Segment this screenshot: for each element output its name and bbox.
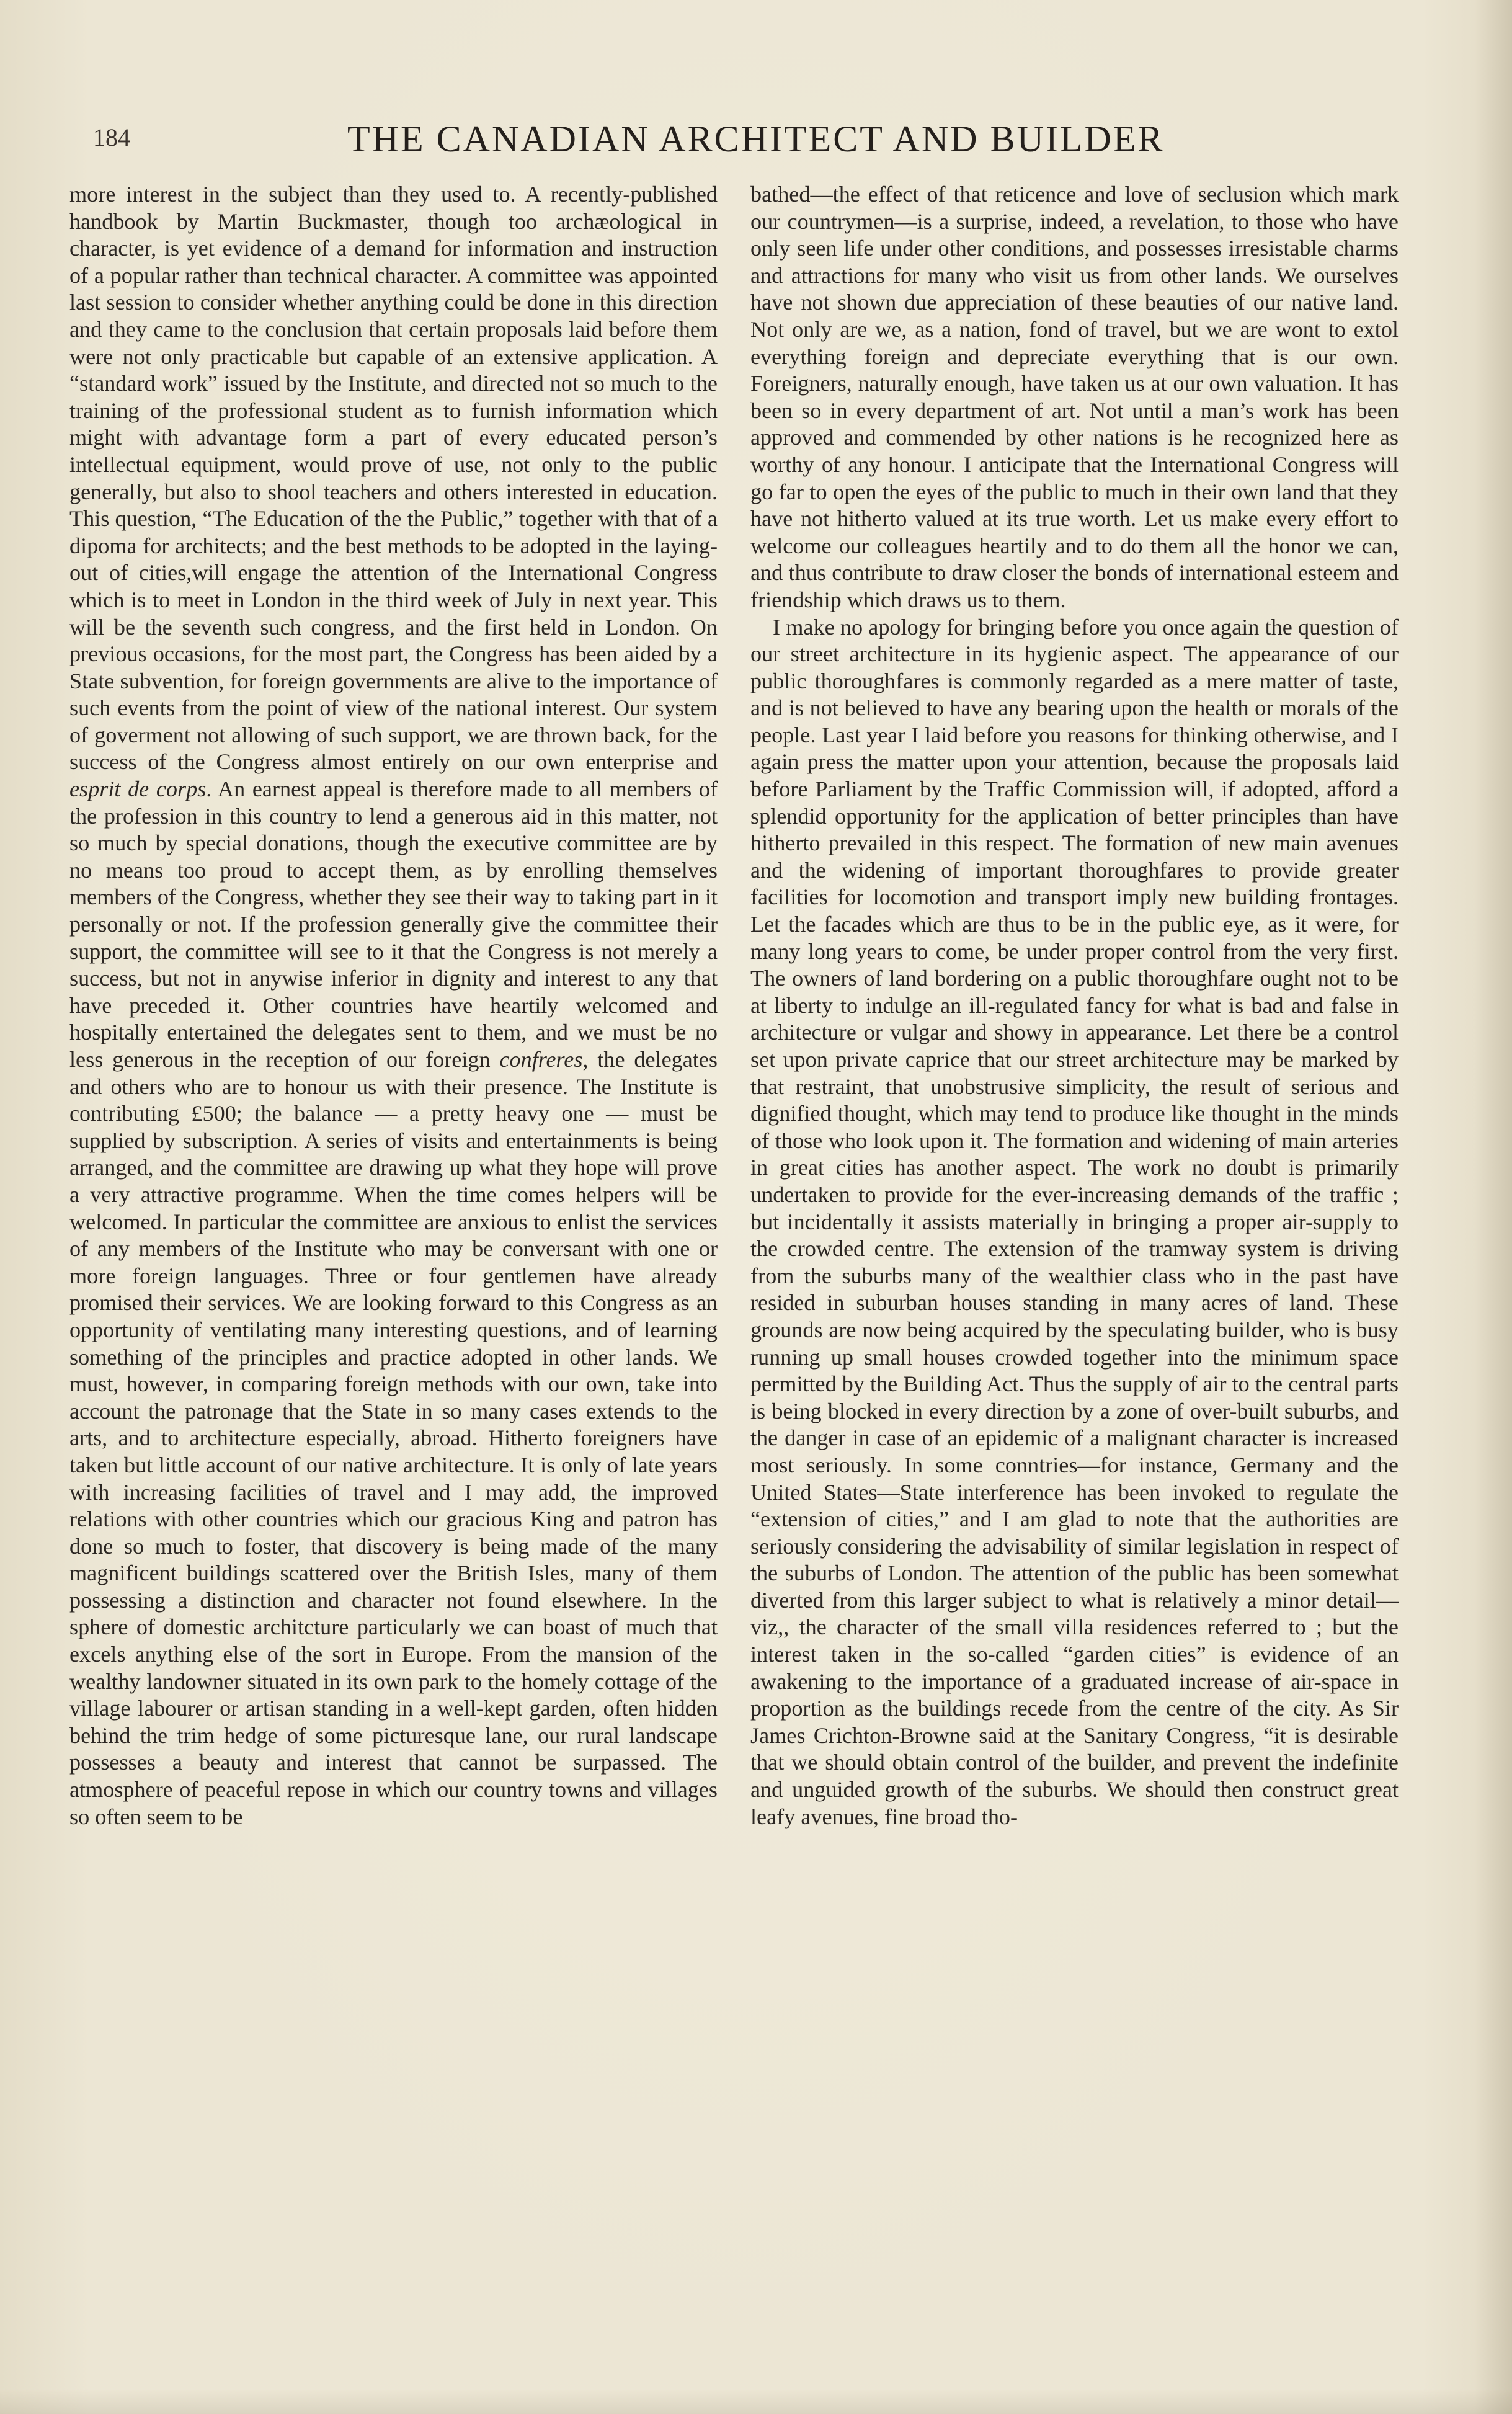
page-number: 184 bbox=[93, 123, 130, 151]
left-text-segment: , the delegates and others who are to honour us with their presence. The Institute is contributing £500; the balance — a pretty heavy one — must be supplied by subscription. A series of visits and entertainments is being arranged, and the committee are drawing up what they hope will prove a very attractive programme. When the time comes helpers will be welcomed. In particular the committee are anxious to enlist the services of any members of the Institute who may be conversant with one or more foreign languages. Three or four gentlemen have already promised their services. We are looking forward to this Congress as an opportunity of ventilating many interesting questions, and of learning something of the principles and practice adopted in other lands. We must, however, in comparing foreign methods with our own, take into account the patronage that the State in so many cases extends to the arts, and to architecture especially, abroad. Hitherto foreigners have taken but little account of our native architecture. It is only of late years with increasing facilities of travel and I may add, the improved relations with other countries which our gracious King and patron has done so much to foster, that discovery is being made of the many magnificent buildings scattered over the British Isles, many of them possessing a distinction and character not found elsewhere. In the sphere of domestic architcture particularly we can boast of much that excels anything else of the sort in Europe. From the mansion of the wealthy landowner situated in its own park to the homely cottage of the village labourer or artisan standing in a well-kept garden, often hidden behind the trim hedge of some picturesque lane, our rural landscape possesses a beauty and interest that cannot be surpassed. The atmosphere of peaceful repose in which our country towns and villages so often seem to be bbox=[69, 1047, 718, 1829]
running-head-title: THE CANADIAN ARCHITECT AND BUILDER bbox=[347, 118, 1165, 159]
right-column bbox=[750, 181, 1399, 2340]
right-paragraph-2: I make no apology for bringing before you once again the question of our street architecture in its hygienic aspect. The appearance of our public thoroughfares is commonly regarded as a mere matter of taste, and is not believed to have any bearing upon the health or morals of the people. Last year I laid before you reasons for thinking otherwise, and I again press the matter upon your attention, because the proposals laid before Parliament by the Traffic Commission will, if adopted, afford a splendid opportunity for the application of better principles than have hitherto prevailed in this respect. The formation of new main avenues and the widening of important thoroughfares to provide greater facilities for locomotion and transport imply new building frontages. Let the facades which are thus to be in the public eye, as it were, for many long years to come, be under proper control from the very first. The owners of land bordering on a public thoroughfare ought not to be at liberty to indulge an ill-regulated fancy for what is bad and false in architecture or vulgar and showy in appearance. Let there be a control set upon private caprice that our street architecture may be marked by that restraint, that unobstrusive simplicity, the result of serious and dignified thought, which may tend to produce like thought in the minds of those who look upon it. The formation and widening of main arteries in great cities has another aspect. The work no doubt is primarily undertaken to provide for the ever-increasing demands of the traffic ; but incidentally it assists materially in bringing a proper air-supply to the crowded centre. The extension of the tramway system is driving from the suburbs many of the wealthier class who in the past have resided in suburban houses standing in many acres of land. These grounds are now being acquired by the speculating builder, who is busy running up small houses crowded together into the minimum space permitted by the Building Act. Thus the supply of air to the central parts is being blocked in every direction by a zone of over-built suburbs, and the danger in case of an epidemic of a malignant character is increased most seriously. In some conntries—for instance, Germany and the United States—State interference has been invoked to regulate the “extension of cities,” and I am glad to note that the authorities are seriously considering the advisability of similar legislation in respect of the suburbs of London. The attention of the public has been somewhat diverted from this larger subject to what is relatively a minor detail—viz,, the character of the small villa residences referred to ; but the interest taken in the so-called “garden cities” is evidence of an awakening to the importance of a graduated increase of air-space in proportion as the buildings recede from the centre of the city. As Sir James Crichton-Browne said at the Sanitary Congress, “it is desirable that we should obtain control of the builder, and prevent the indefinite and unguided growth of the suburbs. We should then construct great leafy avenues, fine broad tho- bbox=[750, 614, 1399, 1829]
page-bottom-shadow bbox=[0, 2389, 1512, 2414]
italic-word-confreres: confreres bbox=[499, 1047, 583, 1072]
right-paragraph-1: bathed—the effect of that reticence and love of seclusion which mark our countrymen—is a surprise, indeed, a revelation, to those who have only seen life under other conditions, and possesses irresistable charms and attractions for many who visit us from other lands. We ourselves have not shown due appreciation of these beauties of our native land. Not only are we, as a nation, fond of travel, but we are wont to extol everything foreign and depreciate everything that is our own. Foreigners, naturally enough, have taken us at our own valuation. It has been so in every department of art. Not until a man’s work has been approved and commended by other nations is he recognized here as worthy of any honour. I anticipate that the International Congress will go far to open the eyes of the public to much in their own land that they have not hitherto valued at its true worth. Let us make every effort to welcome our colleagues heartily and to do them all the honor we can, and thus contribute to draw closer the bonds of international esteem and friendship which draws us to them. bbox=[750, 182, 1399, 612]
left-column bbox=[69, 181, 718, 2340]
left-paragraph-1 bbox=[69, 181, 718, 1830]
page-edge-shadow bbox=[1475, 0, 1512, 2414]
left-text-segment: more interest in the subject than they used to. A recently-published handbook by Martin Buckmaster, though too archæological in character, is yet evidence of a demand for information and instruction of a popular rather than technical character. A committee was appointed last session to consider whether anything could be done in this direction and they came to the conclusion that certain proposals laid before them were not only practicable but capable of an extensive application. A “standard work” issued by the Institute, and directed not so much to the training of the professional student as to furnish information which might with advantage form a part of every educated person’s intellectual equipment, would prove of use, not only to the public generally, but also to shool teachers and others interested in education. This question, “The Education of the the Public,” together with that of a dipoma for architects; and the best methods to be adopted in the laying-out of cities,will engage the attention of the International Congress which is to meet in London in the third week of July in next year. This will be the seventh such congress, and the first held in London. On previous occasions, for the most part, the Congress has been aided by a State subvention, for foreign governments are alive to the importance of such events from the point of view of the national interest. Our system of goverment not allowing of such support, we are thrown back, for the success of the Congress almost entirely on our own enterprise and bbox=[69, 182, 718, 775]
italic-phrase-esprit-de-corps: esprit de corps bbox=[69, 777, 207, 802]
left-text-segment: . An earnest appeal is therefore made to all members of the profession in this country to lend a generous aid in this matter, not so much by special donations, though the executive committee are by no means too proud to accept them, as by enrolling themselves members of the Congress, whether they see their way to taking part in it personally or not. If the profession generally give the committee their support, the committee will see to it that the Congress is not merely a success, but not in anywise inferior in dignity and interest to any that have preceded it. Other countries have heartily welcomed and hospitally entertained the delegates sent to them, and we must be no less generous in the reception of our foreign bbox=[69, 777, 718, 1072]
